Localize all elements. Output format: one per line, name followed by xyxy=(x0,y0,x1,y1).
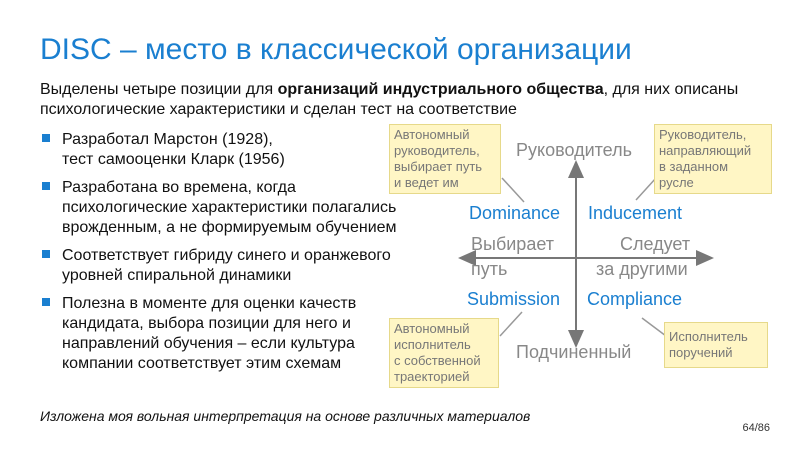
quadrant-submission: Submission xyxy=(467,289,561,309)
note-bottom-left xyxy=(389,318,499,388)
page-number: 64/86 xyxy=(742,422,770,434)
bullet-1-line-1: Разработал Марстон (1928), xyxy=(62,131,273,148)
bullet-4-text: Полезна в моменте для оценки качеств кандидата, выбора позиции для него и направлений обучения – если культура компании соответствует этим схемам xyxy=(62,295,357,372)
bullet-3-text: Соответствует гибриду синего и оранжевого уровней спиральной динамики xyxy=(62,247,391,284)
note-tr-line-1: Руководитель, xyxy=(659,127,747,142)
note-bl-line-4: траекторией xyxy=(394,369,470,384)
lead-part-1: Выделены четыре позиции для xyxy=(40,81,278,98)
axis-label-right-2: за другими xyxy=(596,259,688,279)
slide-title: DISC – место в классической организации xyxy=(40,33,632,66)
note-pointer-bottom-left xyxy=(500,312,522,336)
note-pointer-bottom-right xyxy=(642,318,666,336)
bullet-2-text: Разработана во времена, когда психологические характеристики полагались врожденным, а не формируемым обучением xyxy=(62,179,397,236)
note-tl-line-3: выбирает путь xyxy=(394,159,483,174)
quadrant-compliance: Compliance xyxy=(587,289,683,309)
note-bottom-right xyxy=(664,322,768,368)
note-top-left xyxy=(389,124,501,194)
note-bl-line-3: с собственной xyxy=(394,353,481,368)
axis-label-right-1: Следует xyxy=(620,234,691,254)
note-bl-line-1: Автономный xyxy=(394,321,470,336)
note-br-line-1: Исполнитель xyxy=(669,329,748,344)
note-pointer-top-left xyxy=(502,178,524,202)
note-top-right xyxy=(654,124,772,194)
lead-part-2: , для них описаны психологические характеристики и сделан тест на соответствие xyxy=(40,81,739,118)
note-bl-line-2: исполнитель xyxy=(394,337,471,352)
quadrant-inducement: Inducement xyxy=(588,203,683,223)
axis-label-left-1: Выбирает xyxy=(471,234,554,254)
note-tl-line-1: Автономный xyxy=(394,127,470,142)
axis-label-bottom: Подчиненный xyxy=(516,342,632,362)
lead-bold: организаций индустриального общества xyxy=(277,81,604,98)
note-br-line-2: поручений xyxy=(669,345,733,360)
axis-label-top: Руководитель xyxy=(516,140,632,160)
quadrant-dominance: Dominance xyxy=(469,203,561,223)
axis-label-left-2: путь xyxy=(471,259,508,279)
note-pointer-top-right xyxy=(636,178,656,200)
bullet-1-line-2: тест самооценки Кларк (1956) xyxy=(62,151,285,168)
note-tl-line-2: руководитель, xyxy=(394,143,480,158)
note-tl-line-4: и ведет им xyxy=(394,175,459,190)
note-tr-line-3: в заданном xyxy=(659,159,729,174)
footnote: Изложена моя вольная интерпретация на основе различных материалов xyxy=(40,408,531,424)
note-tr-line-4: русле xyxy=(659,175,694,190)
note-tr-line-2: направляющий xyxy=(659,143,752,158)
